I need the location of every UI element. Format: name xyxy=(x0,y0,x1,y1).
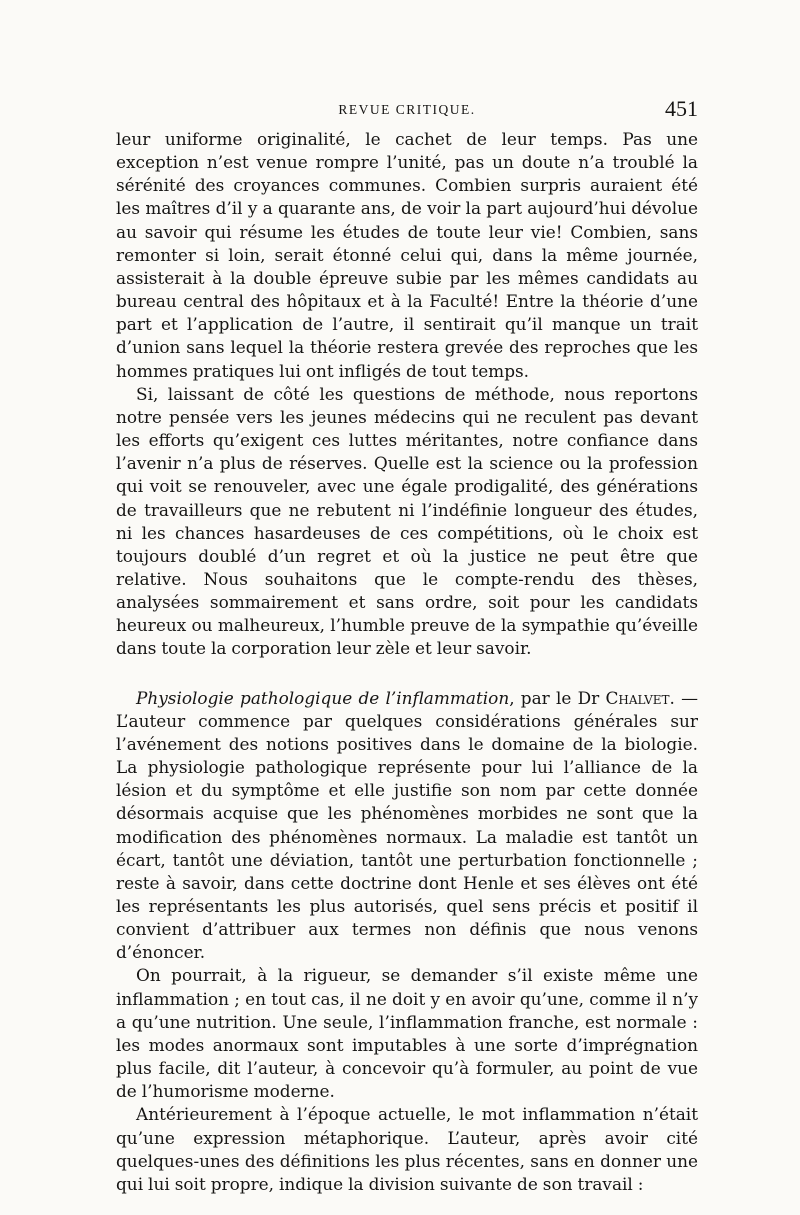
review-author-name: Chalvet xyxy=(605,687,670,708)
running-head-title: REVUE CRITIQUE. xyxy=(338,102,476,117)
review-author-prefix: Dr xyxy=(577,687,600,708)
review-text-1: L’auteur commence par quelques considérations générales sur l’avénement des notions positives dans le domaine de la biologie. La physiologie pathologique représente pour lui l’alliance de la lésion et du symptôme et elle justifie son nom par cette donnée désormais acquise que les phénomènes morbides ne sont que la modification des phénomènes normaux. La maladie est tantôt un écart, tantôt une déviation, tantôt une perturbation fonctionnelle ; reste à savoir, dans cette doctrine dont Henle et ses élèves ont été les représentants les plus autorisés, quel sens précis et positif il convient d’attribuer aux termes non définis que nous venons d’énoncer. xyxy=(116,710,698,963)
review-paragraph-2 xyxy=(116,964,698,1103)
review-paragraph-3 xyxy=(116,1103,698,1196)
running-head xyxy=(116,96,698,122)
review-by: , par le xyxy=(509,687,572,708)
review-paragraph-1 xyxy=(116,687,698,965)
page-number: 451 xyxy=(665,96,698,121)
review-text-2: On pourrait, à la rigueur, se demander s’il existe même une inflammation ; en tout cas, il ne doit y en avoir qu’une, comme il n’y a qu’une nutrition. Une seule, l’inflammation franche, est normale : les modes anormaux sont imputables à une sorte d’imprégnation plus facile, dit l’auteur, à concevoir qu’à formuler, au point de vue de l’humorisme moderne. xyxy=(116,965,698,1102)
paragraph-continuation: leur uniforme originalité, le cachet de leur temps. Pas une exception n’est venue rompre l’unité, pas un doute n’a troublé la sérénité des croyances communes. Combien surpris auraient été les maîtres d’il y a quarante ans, de voir la part aujourd’hui dévolue au savoir qui résume les études de toute leur vie! Combien, sans remonter si loin, serait étonné celui qui, dans la même journée, assisterait à la double épreuve subie par les mêmes candidats au bureau central des hôpitaux et à la Faculté! Entre la théorie d’une part et l’application de l’autre, il sentirait qu’il manque un trait d’union sans lequel la théorie restera grevée des reproches que les hommes pratiques lui ont infligés de tout temps. xyxy=(116,129,698,381)
page xyxy=(116,96,698,1196)
paragraph-theses-text: Si, laissant de côté les questions de méthode, nous reportons notre pensée vers les jeunes médecins qui ne reculent pas devant les efforts qu’exigent ces luttes méritantes, notre confiance dans l’avenir n’a plus de réserves. Quelle est la science ou la profession qui voit se renouveler, avec une égale prodigalité, des générations de travailleurs que ne rebutent ni l’indéfinie longueur des études, ni les chances hasardeuses de ces compétitions, où le choix est toujours doublé d’un regret et où la justice ne peut être que relative. Nous souhaitons que le compte-rendu des thèses, analysées sommairement et sans ordre, soit pour les candidats heureux ou malheureux, l’humble preuve de la sympathie qu’éveille dans toute la corporation leur zèle et leur savoir. xyxy=(116,383,698,659)
review-title: Physiologie pathologique de l’inflammation xyxy=(136,687,510,708)
review-dash: . — xyxy=(669,687,698,708)
paragraph-theses xyxy=(116,383,698,661)
review-text-3: Antérieurement à l’époque actuelle, le mot inflammation n’était qu’une expression métaphorique. L’auteur, après avoir cité quelques-unes des définitions les plus récentes, sans en donner une qui lui soit propre, indique la division suivante de son travail : xyxy=(116,1104,698,1194)
